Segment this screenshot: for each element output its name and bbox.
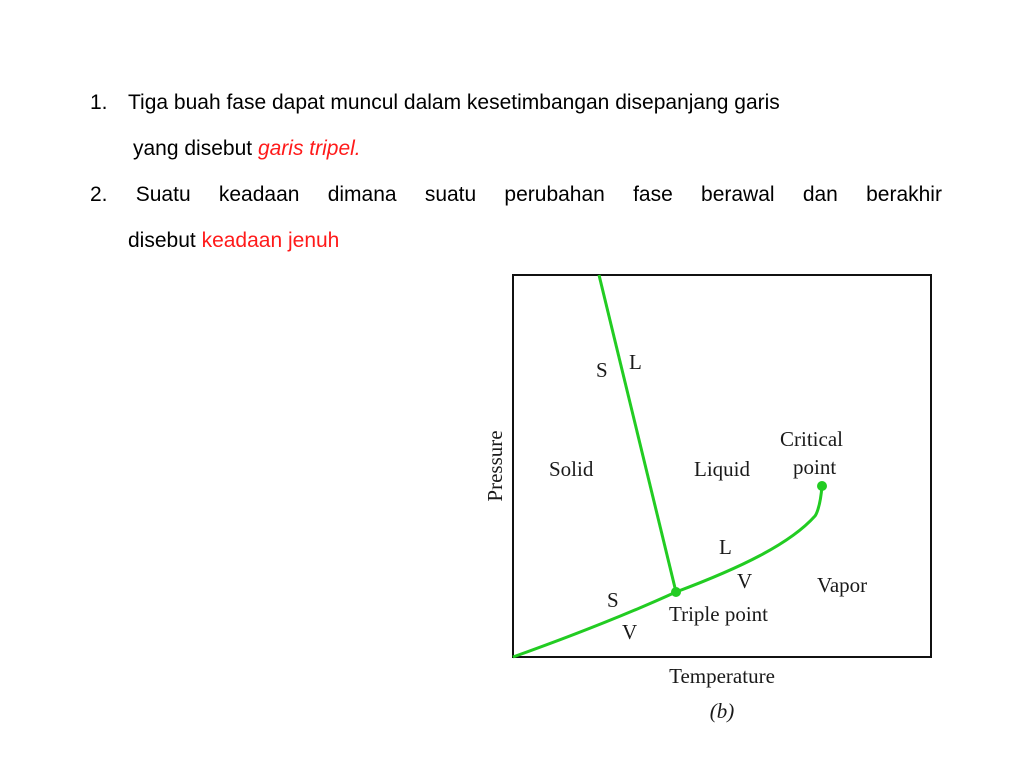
item-2-word: berakhir — [866, 183, 942, 206]
sv-boundary-s-label: S — [607, 588, 619, 612]
item-2-line-2 — [90, 218, 942, 264]
region-vapor-label: Vapor — [817, 573, 868, 597]
list-item-1 — [90, 80, 942, 172]
phase-diagram — [470, 268, 950, 728]
item-1-prefix: yang disebut — [133, 137, 253, 160]
item-1-line-1 — [90, 80, 942, 126]
y-axis-label: Pressure — [483, 430, 507, 502]
item-2-word: dimana — [327, 183, 397, 206]
term-garis-tripel: garis tripel. — [257, 137, 361, 160]
critical-point-label-line-1: Critical — [780, 427, 843, 451]
item-2-line-1 — [90, 172, 942, 218]
sl-boundary-l-label: L — [629, 350, 642, 374]
sl-boundary-s-label: S — [596, 358, 608, 382]
triple-point-marker — [671, 587, 681, 597]
diagram-caption: (b) — [709, 699, 735, 723]
item-2-prefix: disebut — [128, 229, 196, 252]
region-liquid-label: Liquid — [694, 457, 750, 481]
item-2-word: berawal — [701, 183, 775, 206]
x-axis-label: Temperature — [669, 664, 775, 688]
term-keadaan-jenuh: keadaan jenuh — [201, 229, 340, 252]
item-1-line-2 — [90, 126, 942, 172]
item-2-word: dan — [802, 183, 838, 206]
item-2-word: perubahan — [504, 183, 605, 206]
item-2-word: suatu — [424, 183, 477, 206]
item-2-number: 2. — [90, 183, 108, 206]
lv-boundary-l-label: L — [719, 535, 732, 559]
critical-point-marker — [817, 481, 827, 491]
list-item-2 — [90, 172, 942, 264]
item-1-number: 1. — [90, 91, 108, 114]
region-solid-label: Solid — [549, 457, 594, 481]
critical-point-label-line-2: point — [793, 455, 837, 479]
sv-boundary-v-label: V — [622, 620, 638, 644]
triple-point-label: Triple point — [669, 602, 768, 626]
item-2-word: fase — [633, 183, 673, 206]
item-2-word: keadaan — [218, 183, 300, 206]
item-1-text: Tiga buah fase dapat muncul dalam kesetimbangan disepanjang garis — [128, 91, 780, 114]
lv-boundary-v-label: V — [737, 569, 753, 593]
item-2-word: Suatu — [135, 183, 191, 206]
